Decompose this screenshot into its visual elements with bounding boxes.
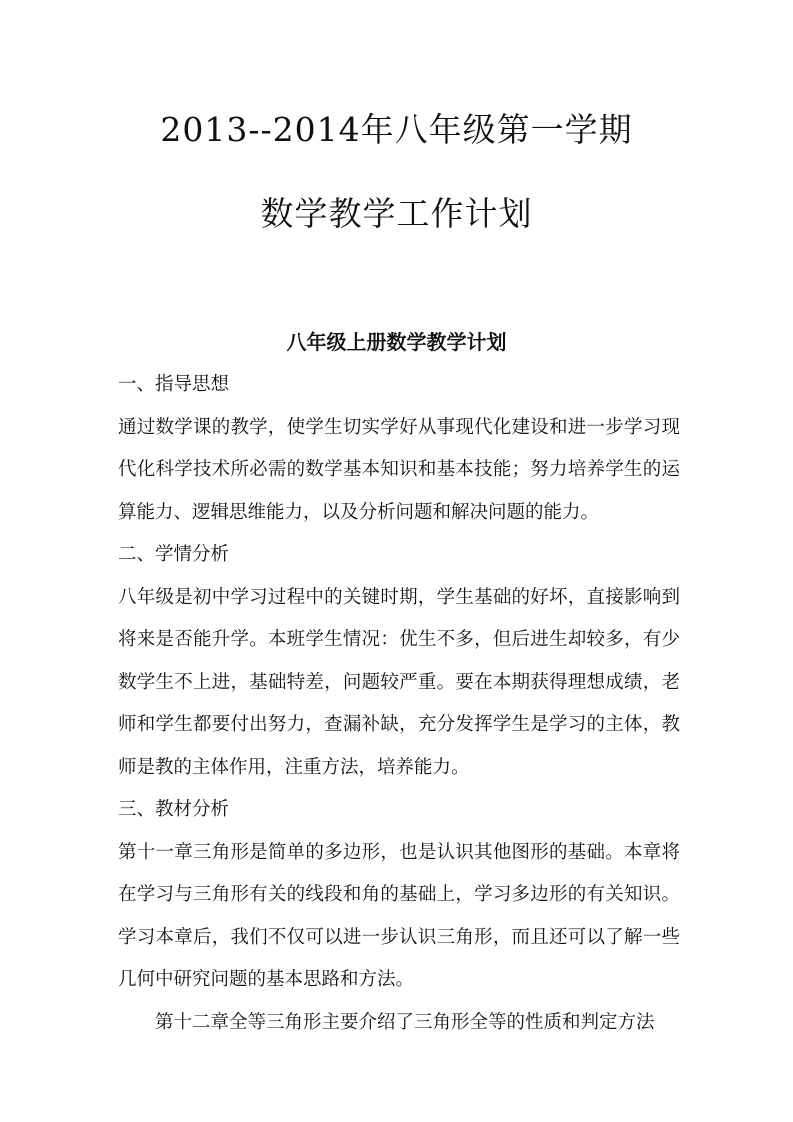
section-text-guiding-ideology: 通过数学课的教学，使学生切实学好从事现代化建设和进一步学习现代化科学技术所必需的数学基本知识和基本技能；努力培养学生的运算能力、逻辑思维能力，以及分析问题和解决问题的能力。 (118, 416, 680, 523)
subtitle: 八年级上册数学教学计划 (286, 330, 507, 354)
section-text-textbook-analysis: 第十一章三角形是简单的多边形，也是认识其他图形的基础。本章将在学习与三角形有关的线段和角的基础上，学习多边形的有关知识。学习本章后，我们不仅可以进一步认识三角形，而且还可以了解一些几何中研究问题的基本思路和方法。 (118, 841, 680, 990)
title-line-1: 2013--2014年八年级第一学期 (160, 110, 633, 149)
title-line-2: 数学教学工作计划 (260, 194, 533, 233)
section-text-textbook-analysis-2: 第十二章全等三角形主要介绍了三角形全等的性质和判定方法 (155, 1011, 655, 1033)
section-text-student-analysis: 八年级是初中学习过程中的关键时期，学生基础的好坏，直接影响到将来是否能升学。本班学生情况：优生不多，但后进生却较多，有少数学生不上进，基础特差，问题较严重。要在本期获得理想成绩，老师和学生都要付出努力，查漏补缺，充分发挥学生是学习的主体，教师是教的主体作用，注重方法，培养能力。 (118, 586, 680, 778)
section-heading-guiding-ideology: 一、指导思想 (118, 374, 230, 395)
document-body (118, 364, 680, 1044)
section-heading-student-analysis: 二、学情分析 (118, 544, 230, 565)
section-heading-textbook-analysis: 三、教材分析 (118, 799, 230, 820)
